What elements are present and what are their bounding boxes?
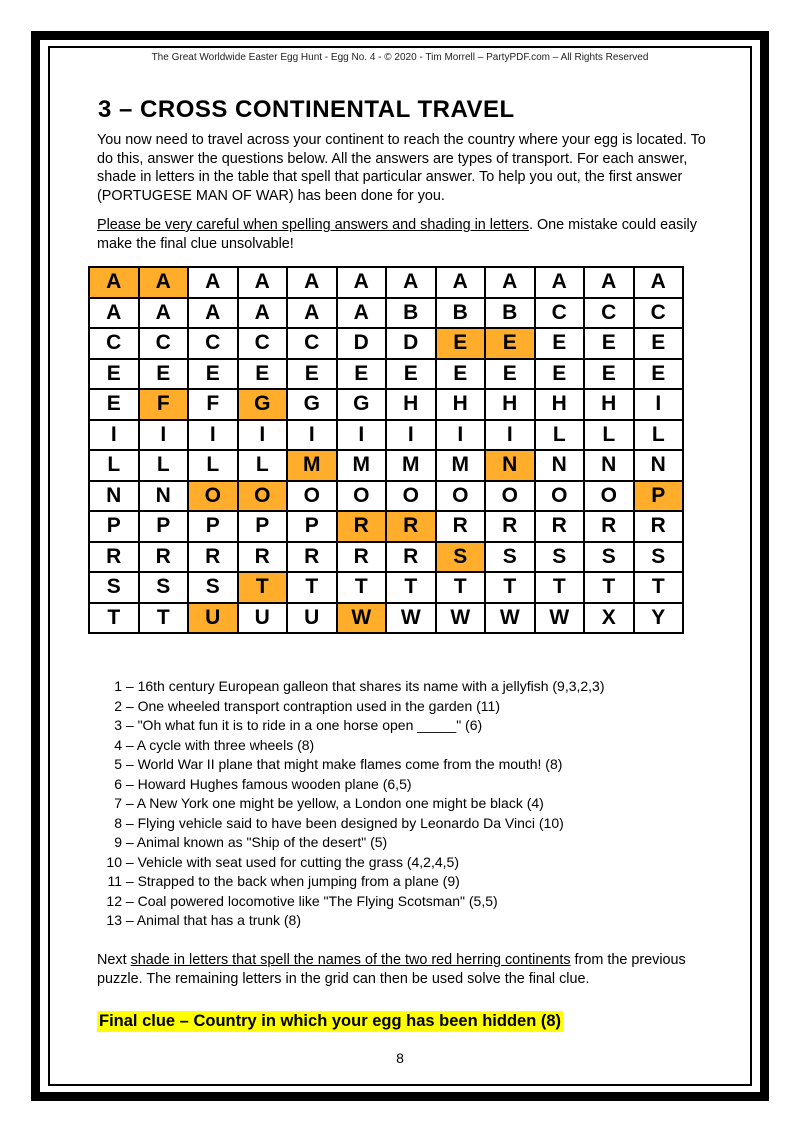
grid-cell[interactable]: S: [89, 572, 139, 603]
grid-cell[interactable]: E: [584, 328, 634, 359]
grid-cell[interactable]: R: [386, 511, 436, 542]
grid-cell[interactable]: E: [535, 328, 585, 359]
clue-number: 12: [106, 892, 122, 909]
clue-separator: –: [122, 717, 138, 733]
grid-cell[interactable]: W: [535, 603, 585, 634]
grid-cell[interactable]: S: [485, 542, 535, 573]
grid-cell[interactable]: S: [535, 542, 585, 573]
grid-cell[interactable]: R: [535, 511, 585, 542]
clue-item: [98, 677, 605, 697]
clue-separator: –: [122, 775, 138, 792]
grid-cell[interactable]: H: [485, 389, 535, 420]
grid-cell[interactable]: T: [386, 572, 436, 603]
grid-cell[interactable]: T: [139, 603, 189, 634]
grid-cell[interactable]: E: [287, 359, 337, 390]
grid-cell[interactable]: P: [188, 511, 238, 542]
grid-row: [89, 328, 683, 359]
warning-underlined: Please be very careful when spelling answers and shading in letters: [97, 217, 529, 233]
grid-cell[interactable]: E: [634, 359, 684, 390]
grid-row: [89, 450, 683, 481]
grid-cell[interactable]: R: [287, 542, 337, 573]
clue-number: 5: [114, 756, 122, 772]
warning-rest: . One mistake could easily make the final clue unsolvable!: [97, 217, 697, 252]
grid-row: [89, 389, 683, 420]
clue-separator: –: [122, 697, 138, 714]
grid-cell[interactable]: O: [584, 481, 634, 512]
clue-item: [98, 775, 605, 795]
grid-cell[interactable]: L: [535, 420, 585, 451]
clue-text: Animal known as "Ship of the desert" (5): [136, 834, 388, 850]
section-title: 3 – CROSS CONTINENTAL TRAVEL: [98, 96, 515, 123]
grid-cell[interactable]: H: [386, 389, 436, 420]
grid-cell[interactable]: T: [287, 572, 337, 603]
grid-row: [89, 511, 683, 542]
grid-cell[interactable]: G: [287, 389, 337, 420]
grid-cell[interactable]: U: [188, 603, 238, 634]
clue-text: Animal that has a trunk (8): [136, 912, 301, 928]
clue-number: 6: [114, 775, 122, 792]
letter-grid: [88, 266, 684, 634]
grid-cell[interactable]: U: [238, 603, 288, 634]
grid-cell[interactable]: S: [584, 542, 634, 573]
grid-cell[interactable]: R: [337, 542, 387, 573]
grid-cell[interactable]: R: [584, 511, 634, 542]
grid-cell[interactable]: C: [238, 328, 288, 359]
grid-cell[interactable]: R: [485, 511, 535, 542]
grid-cell[interactable]: A: [337, 298, 387, 329]
clue-number: 1: [114, 678, 122, 694]
grid-cell[interactable]: Y: [634, 603, 684, 634]
grid-cell[interactable]: U: [287, 603, 337, 634]
grid-cell[interactable]: R: [386, 542, 436, 573]
grid-cell[interactable]: O: [535, 481, 585, 512]
warning-paragraph: [97, 216, 712, 253]
grid-row: [89, 603, 683, 634]
grid-cell[interactable]: O: [485, 481, 535, 512]
grid-cell[interactable]: S: [139, 572, 189, 603]
clue-number: 9: [114, 834, 122, 850]
grid-cell[interactable]: E: [139, 359, 189, 390]
clue-text: A cycle with three wheels (8): [136, 736, 315, 753]
grid-cell[interactable]: F: [139, 389, 189, 420]
grid-cell[interactable]: A: [238, 298, 288, 329]
intro-paragraph: You now need to travel across your continent to reach the country where your egg is located. To do this, answer the questions below. All the answers are types of transport. For each answer, shade in letters in the table that spell that particular answer. To help you out, the first answer (PORTUGESE MAN OF WAR) has been done for you.: [97, 132, 706, 204]
grid-cell[interactable]: A: [287, 298, 337, 329]
grid-cell[interactable]: O: [337, 481, 387, 512]
grid-cell[interactable]: H: [584, 389, 634, 420]
grid-cell[interactable]: E: [89, 359, 139, 390]
grid-cell[interactable]: C: [535, 298, 585, 329]
page-number: 8: [396, 1050, 404, 1066]
clue-text: Coal powered locomotive like "The Flying Scotsman" (5,5): [137, 892, 498, 909]
grid-cell[interactable]: S: [436, 542, 486, 573]
grid-cell[interactable]: I: [337, 420, 387, 451]
grid-cell[interactable]: G: [337, 389, 387, 420]
grid-cell[interactable]: A: [139, 267, 189, 298]
grid-cell[interactable]: R: [238, 542, 288, 573]
grid-cell[interactable]: H: [436, 389, 486, 420]
grid-cell[interactable]: C: [139, 328, 189, 359]
grid-cell[interactable]: F: [188, 389, 238, 420]
grid-cell[interactable]: I: [287, 420, 337, 451]
grid-cell[interactable]: A: [89, 298, 139, 329]
grid-row: [89, 359, 683, 390]
clue-item: [98, 853, 605, 873]
grid-row: [89, 542, 683, 573]
grid-cell[interactable]: A: [188, 298, 238, 329]
grid-cell[interactable]: C: [584, 298, 634, 329]
grid-cell[interactable]: T: [436, 572, 486, 603]
grid-cell[interactable]: P: [139, 511, 189, 542]
final-clue: Final clue – Country in which your egg has been hidden (8): [99, 1012, 562, 1030]
clue-text: A New York one might be yellow, a London one might be black (4): [136, 795, 544, 811]
grid-cell[interactable]: T: [337, 572, 387, 603]
grid-cell[interactable]: N: [584, 450, 634, 481]
grid-cell[interactable]: C: [634, 298, 684, 329]
grid-cell[interactable]: R: [337, 511, 387, 542]
grid-cell[interactable]: I: [188, 420, 238, 451]
grid-cell[interactable]: X: [584, 603, 634, 634]
grid-row: [89, 298, 683, 329]
grid-cell[interactable]: I: [89, 420, 139, 451]
grid-cell[interactable]: E: [485, 359, 535, 390]
clue-separator: –: [122, 795, 137, 811]
clue-separator: –: [122, 834, 137, 850]
clue-number: 8: [114, 814, 122, 831]
clue-item: [98, 892, 605, 912]
grid-cell[interactable]: E: [436, 359, 486, 390]
grid-cell[interactable]: M: [386, 450, 436, 481]
grid-cell[interactable]: I: [436, 420, 486, 451]
clue-separator: –: [122, 892, 138, 909]
grid-cell[interactable]: R: [634, 511, 684, 542]
grid-cell[interactable]: D: [386, 328, 436, 359]
grid-cell[interactable]: P: [89, 511, 139, 542]
grid-cell[interactable]: B: [436, 298, 486, 329]
grid-cell[interactable]: O: [238, 481, 288, 512]
clue-item: [98, 755, 605, 775]
grid-cell[interactable]: R: [139, 542, 189, 573]
grid-cell[interactable]: S: [634, 542, 684, 573]
clue-item: [98, 716, 605, 736]
grid-cell[interactable]: M: [337, 450, 387, 481]
grid-cell[interactable]: I: [386, 420, 436, 451]
grid-cell[interactable]: W: [337, 603, 387, 634]
grid-cell[interactable]: N: [634, 450, 684, 481]
grid-cell[interactable]: P: [238, 511, 288, 542]
clue-text: Vehicle with seat used for cutting the grass (4,2,4,5): [137, 853, 459, 870]
clue-text: World War II plane that might make flames come from the mouth! (8): [137, 756, 563, 772]
grid-cell[interactable]: E: [485, 328, 535, 359]
grid-cell[interactable]: T: [535, 572, 585, 603]
grid-cell[interactable]: M: [436, 450, 486, 481]
grid-cell[interactable]: I: [139, 420, 189, 451]
grid-cell[interactable]: L: [634, 420, 684, 451]
grid-cell[interactable]: C: [188, 328, 238, 359]
grid-cell[interactable]: N: [139, 481, 189, 512]
grid-row: [89, 572, 683, 603]
grid-cell[interactable]: N: [89, 481, 139, 512]
grid-cell[interactable]: B: [386, 298, 436, 329]
grid-cell[interactable]: L: [89, 450, 139, 481]
clue-text: One wheeled transport contraption used in the garden (11): [137, 697, 500, 714]
grid-cell[interactable]: I: [485, 420, 535, 451]
next-underlined: shade in letters that spell the names of the two red herring continents: [130, 952, 571, 968]
grid-row: [89, 267, 683, 298]
grid-cell[interactable]: E: [634, 328, 684, 359]
clue-separator: –: [122, 912, 137, 928]
grid-cell[interactable]: S: [188, 572, 238, 603]
grid-cell[interactable]: O: [436, 481, 486, 512]
grid-cell[interactable]: L: [238, 450, 288, 481]
clue-item: [98, 697, 605, 717]
grid-cell[interactable]: T: [89, 603, 139, 634]
clue-number: 4: [114, 736, 122, 753]
clue-item: [98, 872, 605, 892]
clue-number: 11: [107, 873, 122, 889]
grid-cell[interactable]: P: [634, 481, 684, 512]
grid-cell[interactable]: T: [238, 572, 288, 603]
grid-cell[interactable]: A: [337, 267, 387, 298]
grid-cell[interactable]: B: [485, 298, 535, 329]
grid-cell[interactable]: H: [535, 389, 585, 420]
grid-cell[interactable]: O: [287, 481, 337, 512]
grid-cell[interactable]: E: [535, 359, 585, 390]
grid-cell[interactable]: M: [287, 450, 337, 481]
grid-cell[interactable]: R: [436, 511, 486, 542]
grid-cell[interactable]: N: [535, 450, 585, 481]
clue-separator: –: [122, 756, 138, 772]
clue-item: [98, 736, 605, 756]
grid-cell[interactable]: W: [386, 603, 436, 634]
grid-cell[interactable]: T: [485, 572, 535, 603]
clue-separator: –: [122, 678, 138, 694]
grid-cell[interactable]: C: [89, 328, 139, 359]
grid-cell[interactable]: G: [238, 389, 288, 420]
grid-cell[interactable]: D: [337, 328, 387, 359]
grid-cell[interactable]: E: [188, 359, 238, 390]
clue-number: 7: [114, 795, 122, 811]
clue-number: 13: [106, 912, 122, 928]
clue-item: [98, 833, 605, 853]
grid-cell[interactable]: L: [139, 450, 189, 481]
grid-cell[interactable]: L: [584, 420, 634, 451]
clue-list: [98, 677, 605, 931]
grid-cell[interactable]: A: [634, 267, 684, 298]
grid-cell[interactable]: L: [188, 450, 238, 481]
grid-cell[interactable]: R: [188, 542, 238, 573]
grid-cell[interactable]: I: [238, 420, 288, 451]
clue-text: Howard Hughes famous wooden plane (6,5): [137, 775, 412, 792]
grid-cell[interactable]: E: [386, 359, 436, 390]
grid-cell[interactable]: A: [485, 267, 535, 298]
clue-number: 3: [114, 717, 122, 733]
grid-cell[interactable]: T: [634, 572, 684, 603]
clue-text: 16th century European galleon that shares its name with a jellyfish (9,3,2,3): [137, 678, 605, 694]
grid-cell[interactable]: E: [584, 359, 634, 390]
next-suffix: from the previous puzzle. The remaining letters in the grid can then be used solve the final clue.: [97, 952, 686, 987]
clue-item: [98, 814, 605, 834]
grid-cell[interactable]: A: [238, 267, 288, 298]
clue-text: Strapped to the back when jumping from a plane (9): [137, 873, 460, 889]
grid-cell[interactable]: R: [89, 542, 139, 573]
next-prefix: Next: [97, 952, 131, 968]
grid-cell[interactable]: W: [436, 603, 486, 634]
clue-text: Flying vehicle said to have been designed by Leonardo Da Vinci (10): [137, 814, 564, 831]
clue-separator: –: [122, 853, 138, 870]
clue-separator: –: [122, 814, 138, 831]
grid-cell[interactable]: P: [287, 511, 337, 542]
grid-cell[interactable]: A: [584, 267, 634, 298]
clue-separator: –: [122, 736, 137, 753]
grid-row: [89, 420, 683, 451]
grid-cell[interactable]: E: [337, 359, 387, 390]
grid-cell[interactable]: A: [188, 267, 238, 298]
grid-cell[interactable]: W: [485, 603, 535, 634]
grid-cell[interactable]: A: [436, 267, 486, 298]
grid-cell[interactable]: A: [535, 267, 585, 298]
grid-cell[interactable]: A: [386, 267, 436, 298]
grid-cell[interactable]: O: [386, 481, 436, 512]
grid-cell[interactable]: O: [188, 481, 238, 512]
grid-cell[interactable]: E: [436, 328, 486, 359]
clue-number: 10: [106, 853, 122, 870]
grid-cell[interactable]: T: [584, 572, 634, 603]
clue-text: "Oh what fun it is to ride in a one horse open _____" (6): [137, 717, 483, 733]
grid-cell[interactable]: E: [89, 389, 139, 420]
grid-cell[interactable]: I: [634, 389, 684, 420]
grid-row: [89, 481, 683, 512]
grid-cell[interactable]: A: [89, 267, 139, 298]
clue-separator: –: [122, 873, 138, 889]
grid-cell[interactable]: C: [287, 328, 337, 359]
grid-cell[interactable]: N: [485, 450, 535, 481]
clue-item: [98, 911, 605, 931]
clue-number: 2: [114, 697, 122, 714]
grid-cell[interactable]: A: [287, 267, 337, 298]
clue-item: [98, 794, 605, 814]
copyright-header: The Great Worldwide Easter Egg Hunt - Egg No. 4 - © 2020 - Tim Morrell – PartyPDF.com – All Rights Reserved: [151, 52, 649, 63]
grid-cell[interactable]: E: [238, 359, 288, 390]
next-instructions: [97, 951, 712, 989]
grid-cell[interactable]: A: [139, 298, 189, 329]
